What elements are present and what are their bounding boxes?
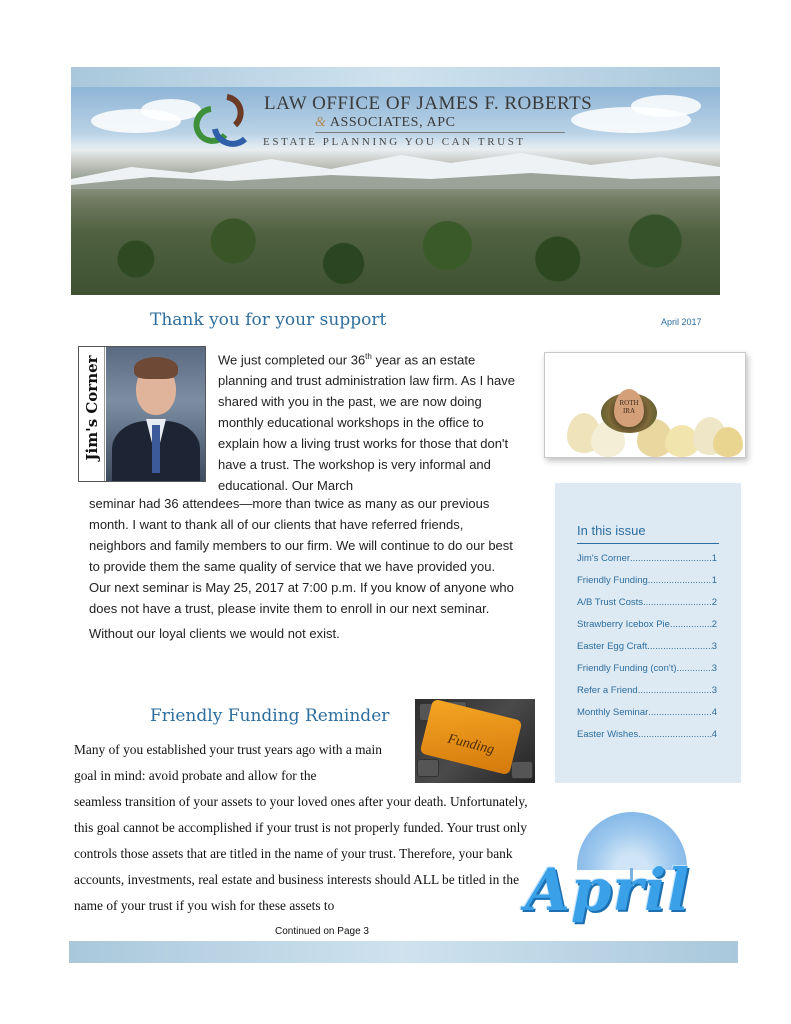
jims-corner-label: Jim's Corner	[79, 347, 105, 481]
toc-item[interactable]: Strawberry Icebox Pie ..... 2	[577, 619, 717, 641]
toc-list	[577, 553, 717, 751]
roth-ira-egg: ROTH IRA	[614, 389, 644, 427]
april-word-art: April	[525, 856, 691, 924]
toc-divider	[577, 543, 719, 544]
continued-note: Continued on Page 3	[275, 926, 369, 937]
funding-keyboard-image	[415, 699, 535, 783]
firm-ampersand: &	[315, 115, 327, 130]
article1-paragraph-seminar: Our next seminar is May 25, 2017 at 7:00 p.m. If you know of anyone who does not have a trust, please invite them to enroll in our next seminar.	[89, 580, 514, 616]
article1-body	[89, 493, 514, 644]
toc-item[interactable]: Easter Egg Craft ..... 3	[577, 641, 717, 663]
mountains-graphic	[71, 149, 720, 189]
footer-strip	[69, 941, 738, 963]
firm-name: LAW OFFICE OF JAMES F. ROBERTS	[264, 93, 593, 114]
in-this-issue-panel	[555, 483, 741, 783]
roth-ira-egg-image	[544, 352, 746, 458]
firm-associates	[315, 115, 456, 131]
attorney-portrait	[106, 347, 205, 481]
header-banner	[71, 87, 720, 295]
firm-divider	[315, 132, 565, 133]
header-top-strip	[71, 67, 720, 87]
toc-item[interactable]: Friendly Funding (con't) ..... 3	[577, 663, 717, 685]
toc-item[interactable]: Easter Wishes ..... 4	[577, 729, 717, 751]
trees-graphic	[71, 205, 720, 295]
toc-item[interactable]: Monthly Seminar ..... 4	[577, 707, 717, 729]
toc-item[interactable]: Friendly Funding ..... 1	[577, 575, 717, 597]
firm-tagline: ESTATE PLANNING YOU CAN TRUST	[263, 136, 526, 148]
article2-intro: Many of you established your trust years ago with a main goal in mind: avoid probate and allow for the	[74, 742, 382, 783]
article-heading-support: Thank you for your support	[150, 310, 387, 330]
article2-body: seamless transition of your assets to your loved ones after your death. Unfortunately, this goal cannot be accomplished if your trust is not properly funded. Your trust only controls those assets that are titled in the name of your trust. Therefore, your bank accounts, investments, real estate and business interests should ALL be titled in the name of your trust if you wish for these assets to	[74, 794, 528, 913]
firm-logo-icon	[181, 89, 261, 159]
issue-date: April 2017	[661, 317, 702, 327]
article1-paragraph-cont: seminar had 36 attendees—more than twice as many as our previous month. I want to thank all of our clients that have referred friends, neighbors and family members to our firm. We will continue to do our best to provide them the same quality of service that we have provided you.	[89, 496, 513, 574]
article1-intro: We just completed our 36th year as an estate planning and trust administration law firm. As I have shared with you in the past, we are now doing monthly educational workshops in the office to explain how a living trust works for those that don't have a trust. The workshop is very informal and educational. Our March	[218, 352, 515, 494]
toc-item[interactable]: A/B Trust Costs ..... 2	[577, 597, 717, 619]
article1-paragraph-closing: Without our loyal clients we would not exist.	[89, 626, 340, 641]
firm-associates-text: ASSOCIATES, APC	[329, 115, 456, 130]
article-heading-funding: Friendly Funding Reminder	[150, 706, 390, 726]
toc-title: In this issue	[577, 523, 646, 538]
toc-item[interactable]: Jim's Corner ..... 1	[577, 553, 717, 575]
jims-corner-photo	[78, 346, 206, 482]
funding-key: Funding	[420, 699, 523, 775]
april-graphic	[525, 812, 747, 928]
toc-item[interactable]: Refer a Friend ..... 3	[577, 685, 717, 707]
